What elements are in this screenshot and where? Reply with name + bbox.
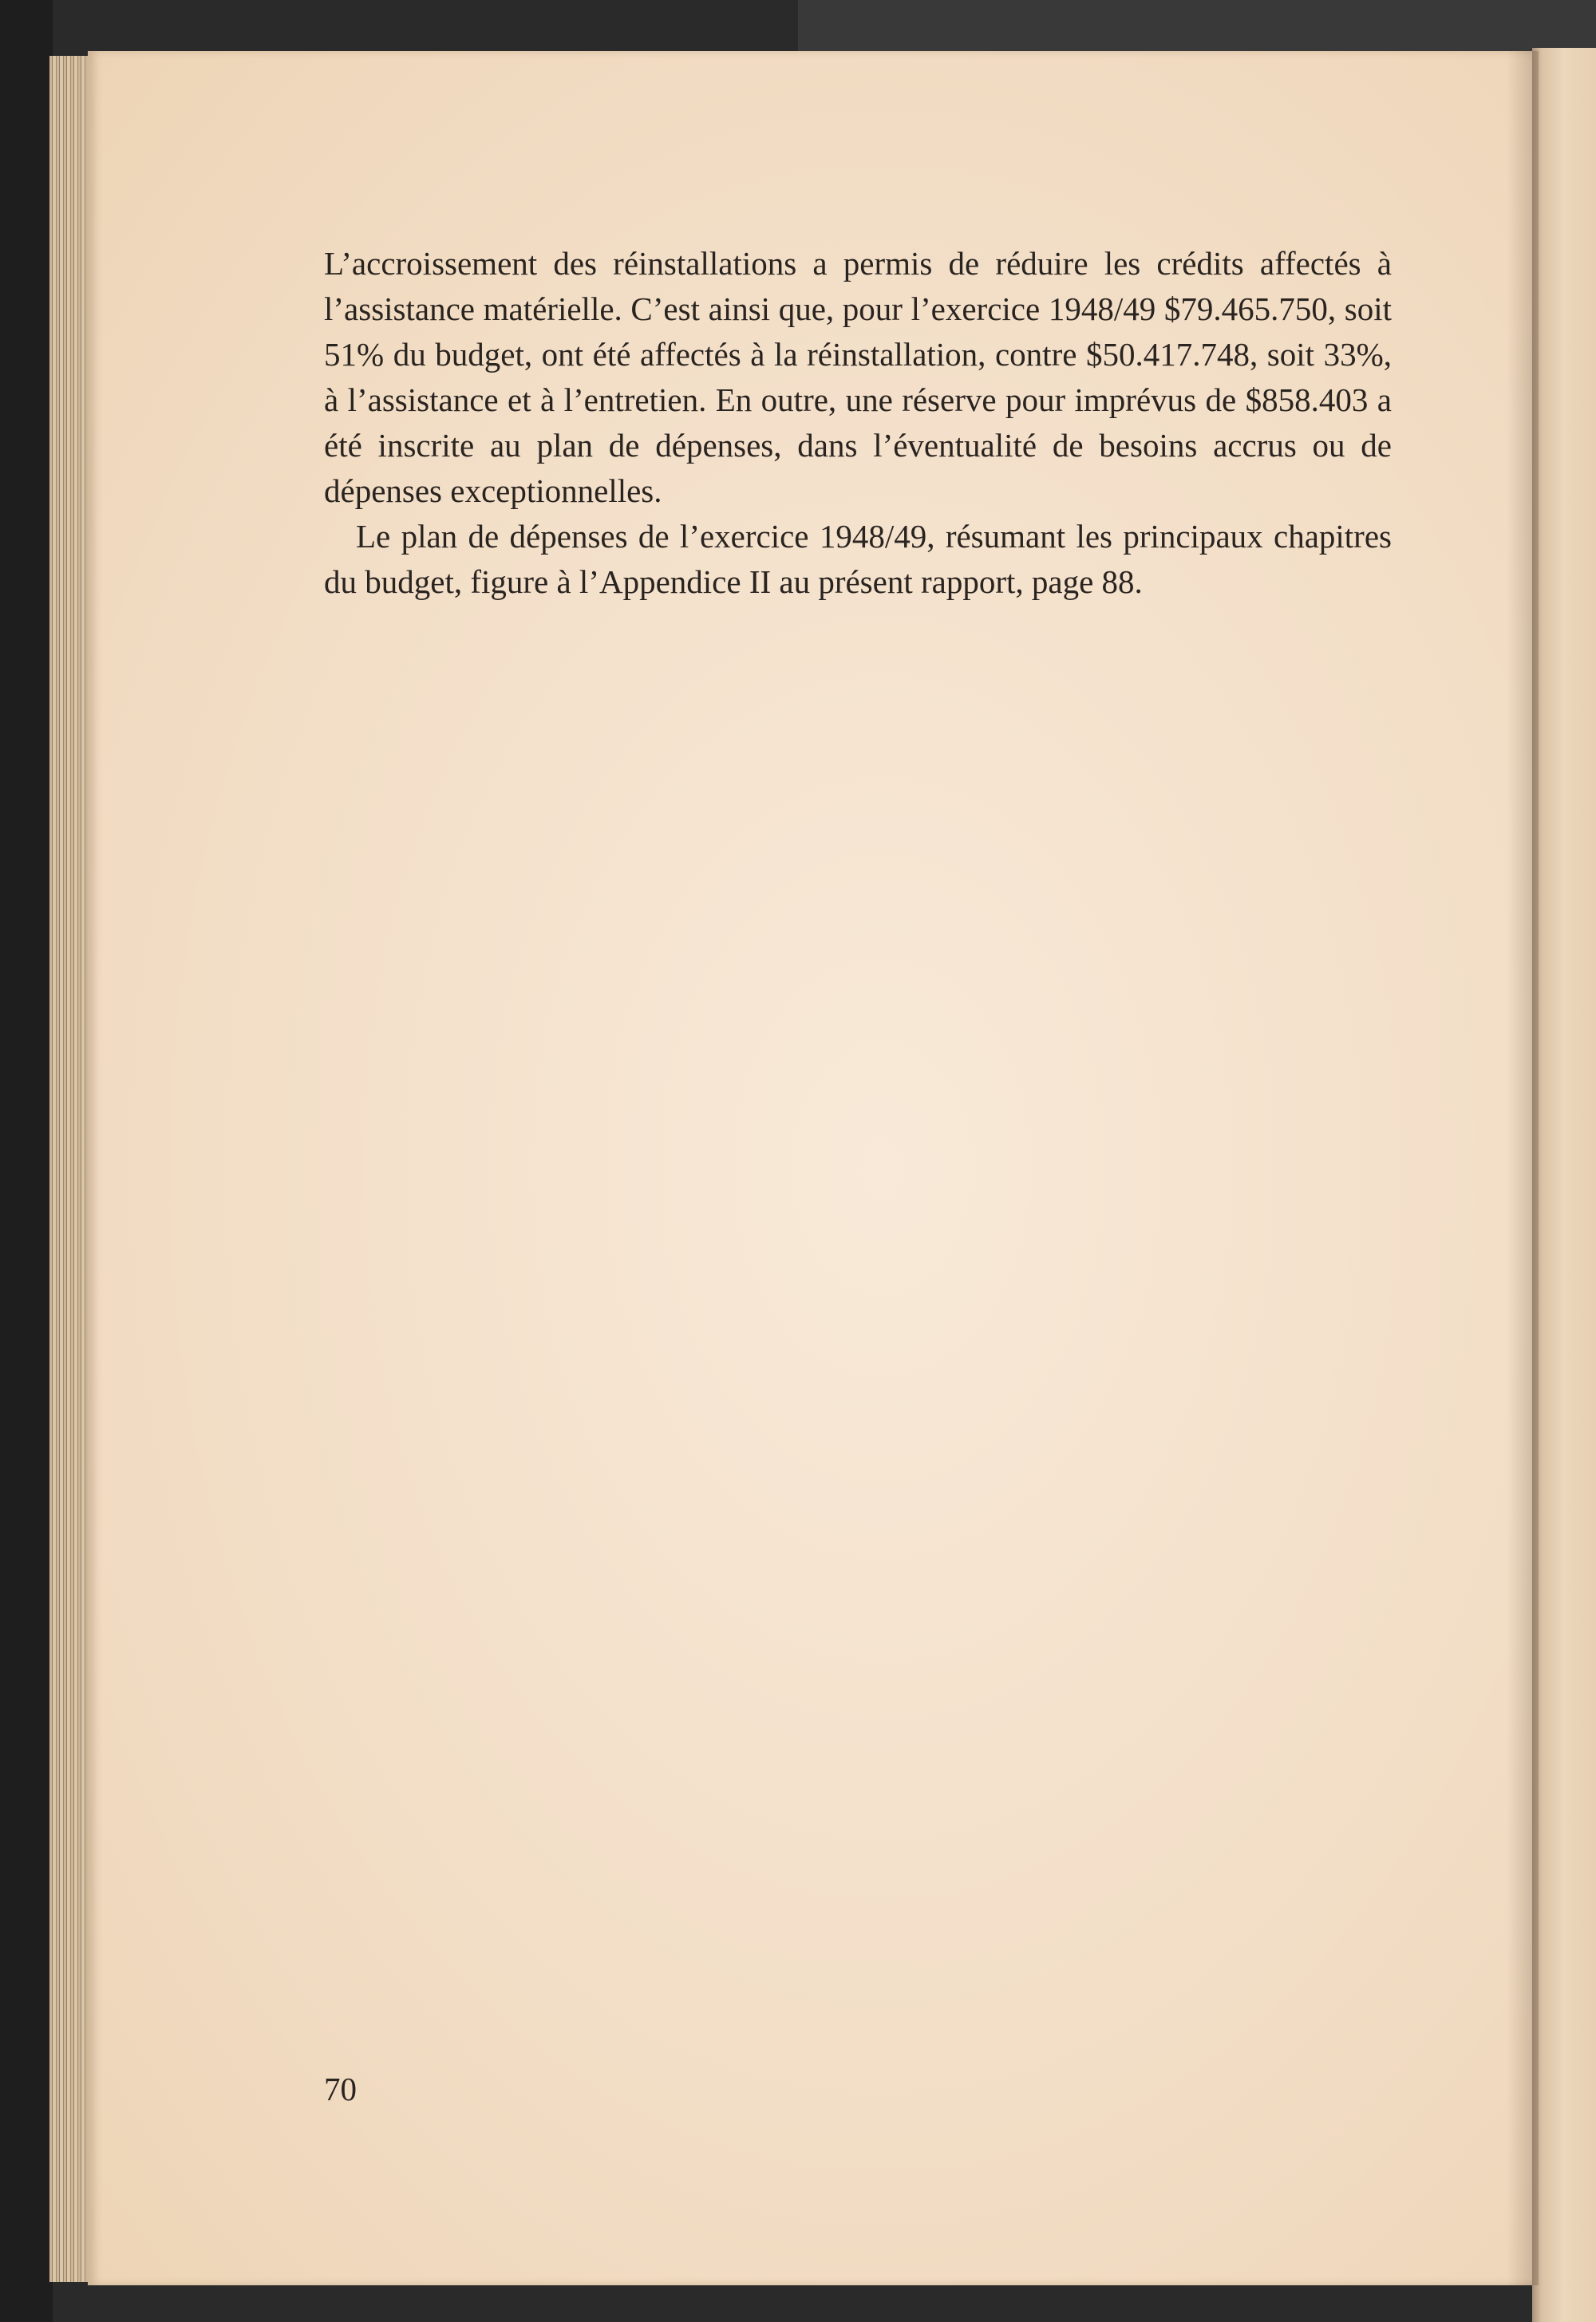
gutter-shadow: [1507, 51, 1539, 2285]
body-text: [324, 241, 1392, 605]
next-page-edge: [1532, 48, 1596, 2322]
paragraph-1: L’accroissement des réinstallations a permis de réduire les crédits affectés à l’assistance matérielle. C’est ainsi que, pour l’exercice 1948/49 $79.465.750, soit 51% du budget, ont été affectés à la réinstallation, contre $50.417.748, soit 33%, à l’assistance et à l’entretien. En outre, une réserve pour imprévus de $858.403 a été inscrite au plan de dépenses, dans l’éventualité de besoins accrus ou de dépenses exceptionnelles.: [324, 245, 1392, 509]
paragraph-2: Le plan de dépenses de l’exercice 1948/49, résumant les principaux chapitres du budget, figure à l’Appendice II au présent rapport, page 88.: [324, 518, 1392, 600]
background-top-right: [798, 0, 1596, 56]
page-number: 70: [324, 2071, 357, 2107]
background-left: [0, 0, 53, 2322]
